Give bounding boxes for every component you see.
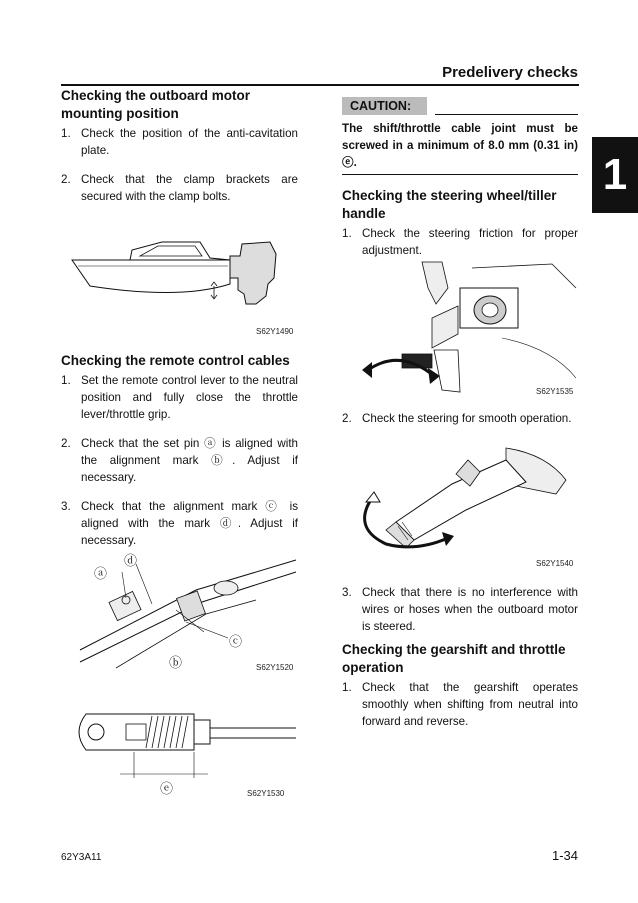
section-title-line1: Checking the steering wheel/tiller bbox=[342, 188, 557, 203]
section-title-line2: operation bbox=[342, 660, 404, 675]
callout-a: ⓐ bbox=[94, 566, 108, 581]
callout-e: ⓔ bbox=[160, 781, 174, 796]
section-title bbox=[61, 87, 298, 123]
step-item bbox=[61, 372, 298, 423]
caution-box bbox=[342, 97, 578, 175]
step-text: Check that the set pin ⓐ is aligned with the alignment mark ⓑ. Adjust if necessary. bbox=[81, 437, 298, 484]
step-number: 1. bbox=[342, 227, 352, 240]
section-gearshift-throttle bbox=[342, 641, 578, 730]
footer-page-number: 1-34 bbox=[551, 848, 578, 863]
section-title-line2: mounting position bbox=[61, 106, 179, 121]
step-item bbox=[342, 225, 578, 259]
callout-d: ⓓ bbox=[124, 553, 138, 568]
page-header-title: Predelivery checks bbox=[442, 64, 578, 81]
step-text: Check the steering friction for proper adjustment. bbox=[362, 227, 578, 257]
footer-doc-code: 62Y3A11 bbox=[61, 852, 102, 863]
step-2-block bbox=[342, 410, 578, 427]
chapter-tab: 1 bbox=[592, 137, 638, 213]
steering-friction-illustration bbox=[362, 258, 578, 398]
boat-mounting-illustration bbox=[70, 238, 300, 318]
figure-id: S62Y1490 bbox=[256, 327, 294, 336]
step-item bbox=[342, 584, 578, 635]
section-title bbox=[342, 641, 578, 677]
section-title-line1: Checking the gearshift and throttle bbox=[342, 642, 566, 657]
step-text: Check that the gearshift operates smoothly when shifting from neutral into forward and reverse. bbox=[362, 681, 578, 728]
step-number: 3. bbox=[342, 586, 352, 599]
tiller-handle-illustration bbox=[356, 444, 578, 554]
section-mounting-position bbox=[61, 87, 298, 205]
step-text: Check that there is no interference with wires or hoses when the outboard motor is steered. bbox=[362, 586, 578, 633]
figure-id: S62Y1520 bbox=[256, 663, 294, 672]
step-item bbox=[61, 171, 298, 205]
caution-text: The shift/throttle cable joint must be screwed in a minimum of 8.0 mm (0.31 in) ⓔ. bbox=[342, 122, 578, 169]
caution-label: CAUTION: bbox=[342, 97, 427, 115]
section-title bbox=[342, 187, 578, 223]
step-item bbox=[61, 435, 298, 486]
cable-joint-illustration bbox=[76, 710, 296, 790]
step-number: 3. bbox=[61, 500, 71, 513]
step-number: 2. bbox=[342, 412, 352, 425]
callout-b: ⓑ bbox=[169, 655, 183, 670]
step-text: Check the position of the anti-cavitation plate. bbox=[81, 127, 298, 157]
step-number: 1. bbox=[61, 127, 71, 140]
header-rule bbox=[61, 84, 579, 86]
step-number: 2. bbox=[61, 437, 71, 450]
section-remote-control-cables bbox=[61, 352, 298, 549]
section-title: Checking the remote control cables bbox=[61, 353, 290, 368]
figure-id: S62Y1530 bbox=[247, 789, 285, 798]
step-3-block bbox=[342, 584, 578, 635]
section-steering bbox=[342, 187, 578, 259]
section-title-line2: handle bbox=[342, 206, 386, 221]
caution-header bbox=[342, 97, 578, 115]
step-item bbox=[342, 410, 578, 427]
step-text: Check that the clamp brackets are secured with the clamp bolts. bbox=[81, 173, 298, 203]
step-number: 1. bbox=[61, 374, 71, 387]
caution-bottom-rule bbox=[342, 174, 578, 175]
step-item bbox=[342, 679, 578, 730]
step-item bbox=[61, 125, 298, 159]
step-number: 1. bbox=[342, 681, 352, 694]
remote-cable-illustration bbox=[76, 550, 296, 670]
callout-c: ⓒ bbox=[229, 634, 243, 649]
step-text: Check the steering for smooth operation. bbox=[362, 412, 572, 425]
step-number: 2. bbox=[61, 173, 71, 186]
step-item bbox=[61, 498, 298, 549]
step-text: Check that the alignment mark ⓒ is aligned with the mark ⓓ. Adjust if necessary. bbox=[81, 500, 298, 547]
figure-id: S62Y1535 bbox=[536, 387, 574, 396]
figure-id: S62Y1540 bbox=[536, 559, 574, 568]
step-text: Set the remote control lever to the neutral position and fully close the throttle lever/throttle grip. bbox=[81, 374, 298, 421]
section-title-line1: Checking the outboard motor bbox=[61, 88, 250, 103]
caution-rule bbox=[435, 114, 578, 115]
